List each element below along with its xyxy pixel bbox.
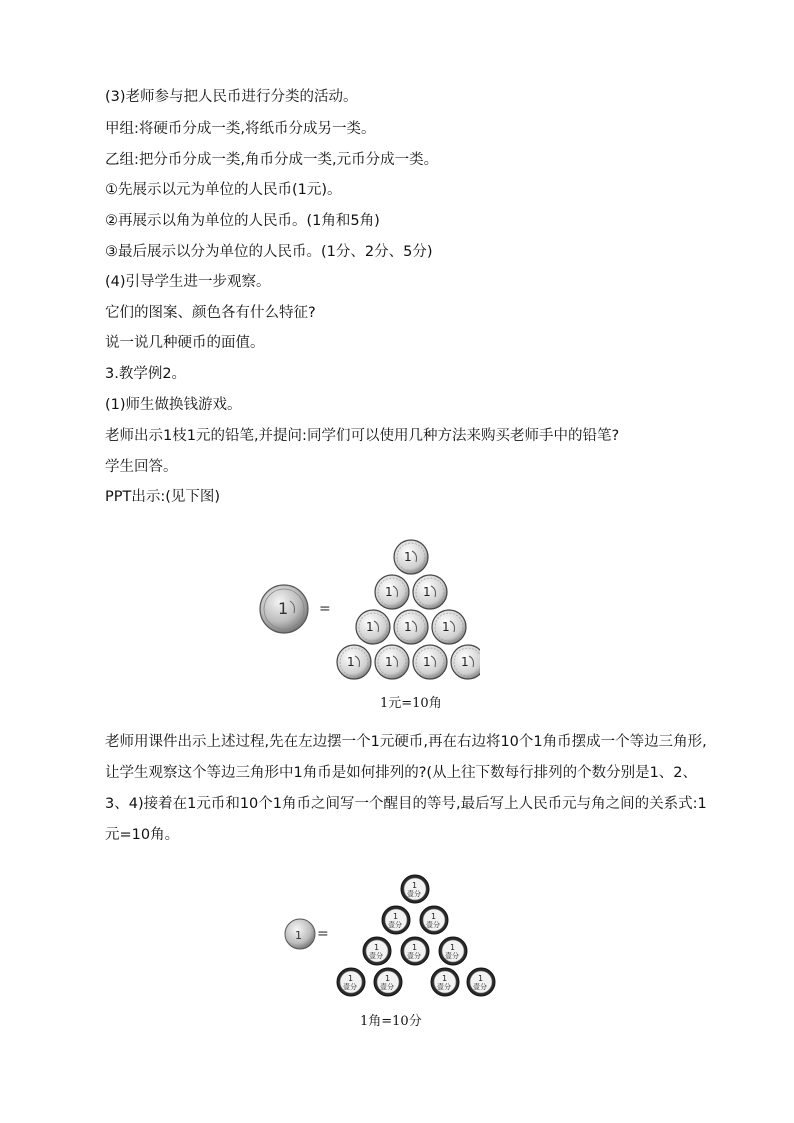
body-paragraph xyxy=(105,727,717,851)
fen-coin-mark: 1 xyxy=(385,974,391,983)
yuan-coin-icon xyxy=(260,585,308,633)
fen-coin-mark: 1 xyxy=(431,912,437,921)
fen-coin-mark: 1 xyxy=(348,974,354,983)
text-line-4: ①先展示以元为单位的人民币(1元)。 xyxy=(105,182,342,198)
fen-coin-icon xyxy=(382,906,410,934)
fen-coin-icon xyxy=(363,937,391,965)
text-line-1: (3)老师参与把人民币进行分类的活动。 xyxy=(105,89,358,105)
jiao-coin-icon xyxy=(413,645,447,679)
fen-coin-icon xyxy=(401,937,429,965)
fen-coin-mark: 1 xyxy=(374,943,380,952)
fen-coin-icon xyxy=(431,968,459,996)
text-line-13: 学生回答。 xyxy=(105,459,178,475)
figure-jiao-fen xyxy=(280,872,510,1002)
fen-coin-icon xyxy=(420,906,448,934)
figure-yuan-jiao xyxy=(250,535,480,685)
fen-coin-text: 壹分 xyxy=(380,983,394,991)
fen-coin-icon xyxy=(467,968,495,996)
jiao-coin-mark: 1 xyxy=(423,585,431,599)
jiao-coin-icon xyxy=(432,610,466,644)
jiao-coin-icon xyxy=(337,645,371,679)
fen-coin-text: 壹分 xyxy=(426,921,440,929)
jiao-coin-mark: 1 xyxy=(385,585,393,599)
jiao-coin-icon xyxy=(394,540,428,574)
jiao-coin-icon xyxy=(394,610,428,644)
text-line-9: 说一说几种硬币的面值。 xyxy=(105,335,265,351)
jiao-coin-icon xyxy=(413,575,447,609)
fen-coin-text: 壹分 xyxy=(473,983,487,991)
fen-coin-text: 壹分 xyxy=(407,890,421,898)
fen-coin-icon xyxy=(401,875,429,903)
jiao-coin-icon xyxy=(451,645,480,679)
fen-coin-mark: 1 xyxy=(393,912,399,921)
text-line-8: 它们的图案、颜色各有什么特征? xyxy=(105,305,316,321)
figure2-caption: 1角=10分 xyxy=(360,1014,422,1029)
jiao-coin-mark: 1 xyxy=(461,655,469,669)
figure1-caption: 1元=10角 xyxy=(380,696,442,711)
text-line-3: 乙组:把分币分成一类,角币分成一类,元币分成一类。 xyxy=(105,152,439,168)
jiao-coin-mark: 1 xyxy=(385,655,393,669)
fen-coin-text: 壹分 xyxy=(343,983,357,991)
body-paragraph-text: 老师用课件出示上述过程,先在左边摆一个1元硬币,再在右边将10个1角币摆成一个等边三角形,让学生观察这个等边三角形中1角币是如何排列的?(从上往下数每行排列的个数分别是1、2、3、4)接着在1元币和10个1角币之间写一个醒目的等号,最后写上人民币元与角之间的关系式:1元=10角。 xyxy=(105,734,707,843)
fen-coin-text: 壹分 xyxy=(388,921,402,929)
text-line-2: 甲组:将硬币分成一类,将纸币分成另一类。 xyxy=(105,121,376,137)
text-line-14: PPT出示:(见下图) xyxy=(105,489,221,505)
text-line-10: 3.教学例2。 xyxy=(105,366,187,382)
jiao-coin-mark: 1 xyxy=(347,655,355,669)
jiao-coin-mark: 1 xyxy=(295,929,302,942)
jiao-coin-icon xyxy=(375,645,409,679)
fen-coin-text: 壹分 xyxy=(437,983,451,991)
jiao-coin-icon xyxy=(356,610,390,644)
equals-sign-2: = xyxy=(317,926,329,942)
fen-coin-text: 壹分 xyxy=(445,952,459,960)
fen-coin-icon xyxy=(439,937,467,965)
text-line-5: ②再展示以角为单位的人民币。(1角和5角) xyxy=(105,213,380,229)
fen-coin-text: 壹分 xyxy=(407,952,421,960)
fen-coin-icon xyxy=(337,968,365,996)
fen-coin-triangle xyxy=(337,875,495,996)
text-line-12: 老师出示1枝1元的铅笔,并提问:同学们可以使用几种方法来购买老师手中的铅笔? xyxy=(105,428,620,444)
text-line-11: (1)师生做换钱游戏。 xyxy=(105,397,242,413)
fen-coin-mark: 1 xyxy=(450,943,456,952)
fen-coin-mark: 1 xyxy=(478,974,484,983)
equals-sign-1: = xyxy=(319,601,331,617)
fen-coin-text: 壹分 xyxy=(369,952,383,960)
jiao-coin-mark: 1 xyxy=(366,620,374,634)
text-line-7: (4)引导学生进一步观察。 xyxy=(105,274,271,290)
fen-coin-mark: 1 xyxy=(442,974,448,983)
yuan-coin-mark: 1 xyxy=(278,599,289,618)
jiao-coin-mark: 1 xyxy=(404,550,412,564)
jiao-coin-triangle xyxy=(337,540,480,679)
jiao-coin-mark: 1 xyxy=(442,620,450,634)
text-line-6: ③最后展示以分为单位的人民币。(1分、2分、5分) xyxy=(105,244,433,260)
jiao-coin-mark: 1 xyxy=(423,655,431,669)
jiao-coin-icon xyxy=(285,919,315,949)
jiao-coin-mark: 1 xyxy=(404,620,412,634)
fen-coin-mark: 1 xyxy=(412,881,418,890)
fen-coin-mark: 1 xyxy=(412,943,418,952)
jiao-coin-icon xyxy=(375,575,409,609)
fen-coin-icon xyxy=(374,968,402,996)
